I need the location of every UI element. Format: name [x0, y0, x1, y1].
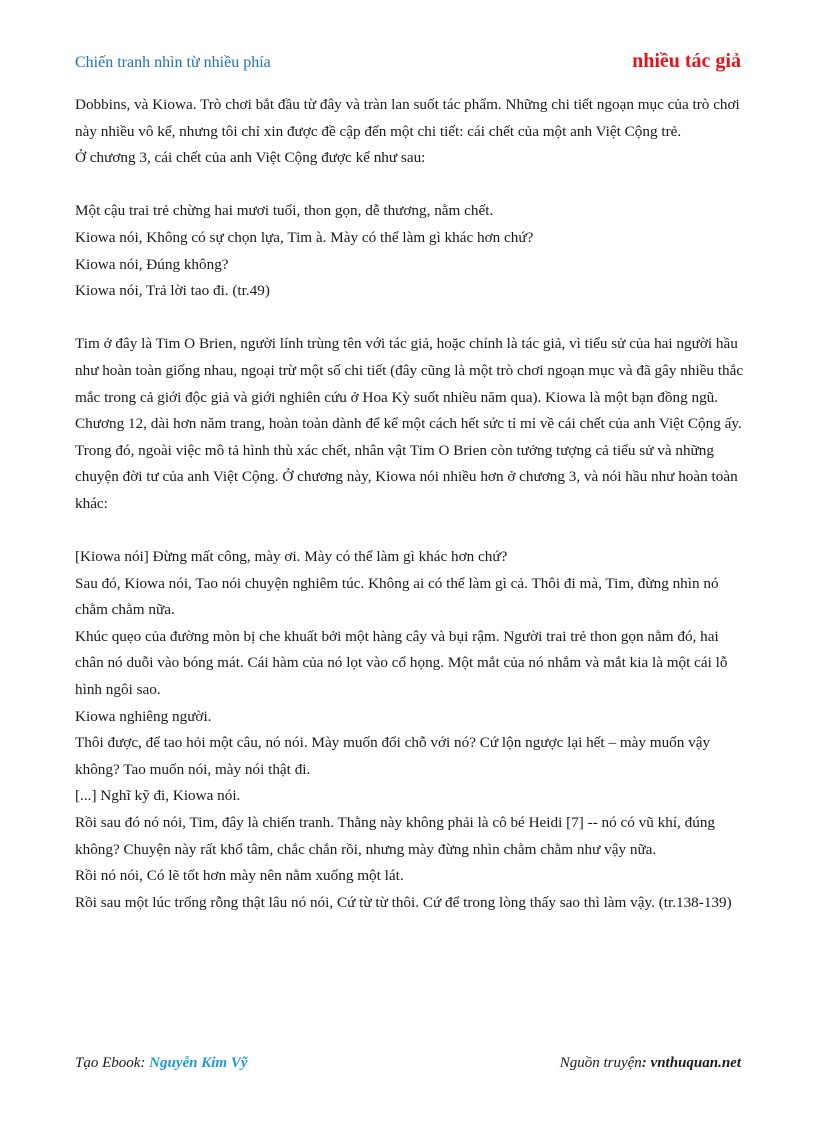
quote-line: Rồi nó nói, Có lẽ tốt hơn mày nên nằm xuống một lát. [75, 867, 404, 885]
paragraph: Chương 12, dài hơn năm trang, hoàn toàn dành để kể một cách hết sức tỉ mỉ về cái chết của anh Việt Cộng ấy. Trong đó, ngoài việc mô tả hình thù xác chết, nhân vật Tim O Brien còn tưởng tượng cả tiểu sử và những chuyện đời tư của anh Việt Cộng. Ở chương này, Kiowa nói nhiều hơn ở chương 3, và nói hầu như hoàn toàn khác: [75, 415, 742, 512]
quote-line: Kiowa nói, Không có sự chọn lựa, Tim à. Mày có thể làm gì khác hơn chứ? [75, 228, 534, 246]
paragraph: Ở chương 3, cái chết của anh Việt Cộng được kể như sau: [75, 149, 426, 167]
ebook-credit [75, 1055, 248, 1072]
quote-line: Khúc quẹo của đường mòn bị che khuất bởi một hàng cây và bụi rậm. Người trai trẻ thon gọn nằm đó, hai chân nó duỗi vào bóng mát. Cái hàm của nó lọt vào cổ họng. Một mắt của nó nhắm và mắt kia là một cái lỗ hình ngôi sao. [75, 627, 728, 699]
paragraph: Tim ở đây là Tim O Brien, người lính trùng tên với tác giả, hoặc chính là tác giả, vì tiểu sử của hai người hầu như hoàn toàn giống nhau, ngoại trừ một số chi tiết (đây cũng là một trò chơi ngoạn mục và đã gây nhiều thắc mắc trong cả giới độc giả và giới nghiên cứu ở Hoa Kỳ suốt nhiều năm qua). Kiowa là một bạn đồng ngũ. [75, 335, 744, 406]
book-title: Chiến tranh nhìn từ nhiều phía [75, 54, 271, 71]
quote-line: Rồi sau một lúc trống rỗng thật lâu nó nói, Cứ từ từ thôi. Cứ để trong lòng thấy sao thì làm vậy. (tr.138-139) [75, 893, 732, 911]
page-header [75, 50, 741, 80]
ebook-credit-separator: : [140, 1055, 150, 1071]
quote-line: Kiowa nghiêng người. [75, 707, 212, 725]
quote-line: Một cậu trai trẻ chừng hai mươi tuổi, thon gọn, dễ thương, nằm chết. [75, 202, 494, 220]
quote-line: [...] Nghĩ kỹ đi, Kiowa nói. [75, 787, 241, 805]
source-credit [560, 1055, 741, 1072]
paragraph-gap [75, 305, 745, 332]
quote-line: Thôi được, để tao hỏi một câu, nó nói. Mày muốn đổi chỗ với nó? Cứ lộn ngược lại hết – mày muốn vậy không? Tao muốn nói, mày nói thật đi. [75, 734, 711, 778]
ebook-maker-name: Nguyễn Kim Vỹ [149, 1055, 248, 1071]
paragraph: Dobbins, và Kiowa. Trò chơi bắt đầu từ đây và tràn lan suốt tác phẩm. Những chi tiết ngoạn mục của trò chơi này nhiều vô kể, nhưng tôi chỉ xin được đề cập đến một chi tiết: cái chết của một anh Việt Cộng trẻ. [75, 96, 740, 140]
book-author: nhiều tác giả [632, 50, 741, 72]
source-site: vnthuquan.net [650, 1055, 741, 1071]
quote-line: [Kiowa nói] Đừng mất công, mày ơi. Mày có thể làm gì khác hơn chứ? [75, 548, 508, 566]
source-credit-separator: : [641, 1055, 651, 1071]
source-credit-label: Nguồn truyện [559, 1055, 642, 1071]
quote-line: Sau đó, Kiowa nói, Tao nói chuyện nghiêm túc. Không ai có thể làm gì cả. Thôi đi mà, Tim, đừng nhìn nó chằm chằm nữa. [75, 574, 719, 619]
quote-line: Kiowa nói, Đúng không? [75, 255, 229, 273]
ebook-credit-label: Tạo Ebook [75, 1055, 141, 1071]
quote-line: Rồi sau đó nó nói, Tim, đây là chiến tranh. Thằng này không phải là cô bé Heidi [7] -- nó có vũ khí, đúng không? Chuyện này rất khổ tâm, chắc chắn rồi, nhưng mày đừng nhìn chằm chằm như vậy nữa. [75, 814, 716, 858]
paragraph-gap [75, 518, 745, 545]
page-content [75, 92, 745, 916]
quote-line: Kiowa nói, Trả lời tao đi. (tr.49) [75, 282, 270, 300]
paragraph-gap [75, 172, 745, 199]
